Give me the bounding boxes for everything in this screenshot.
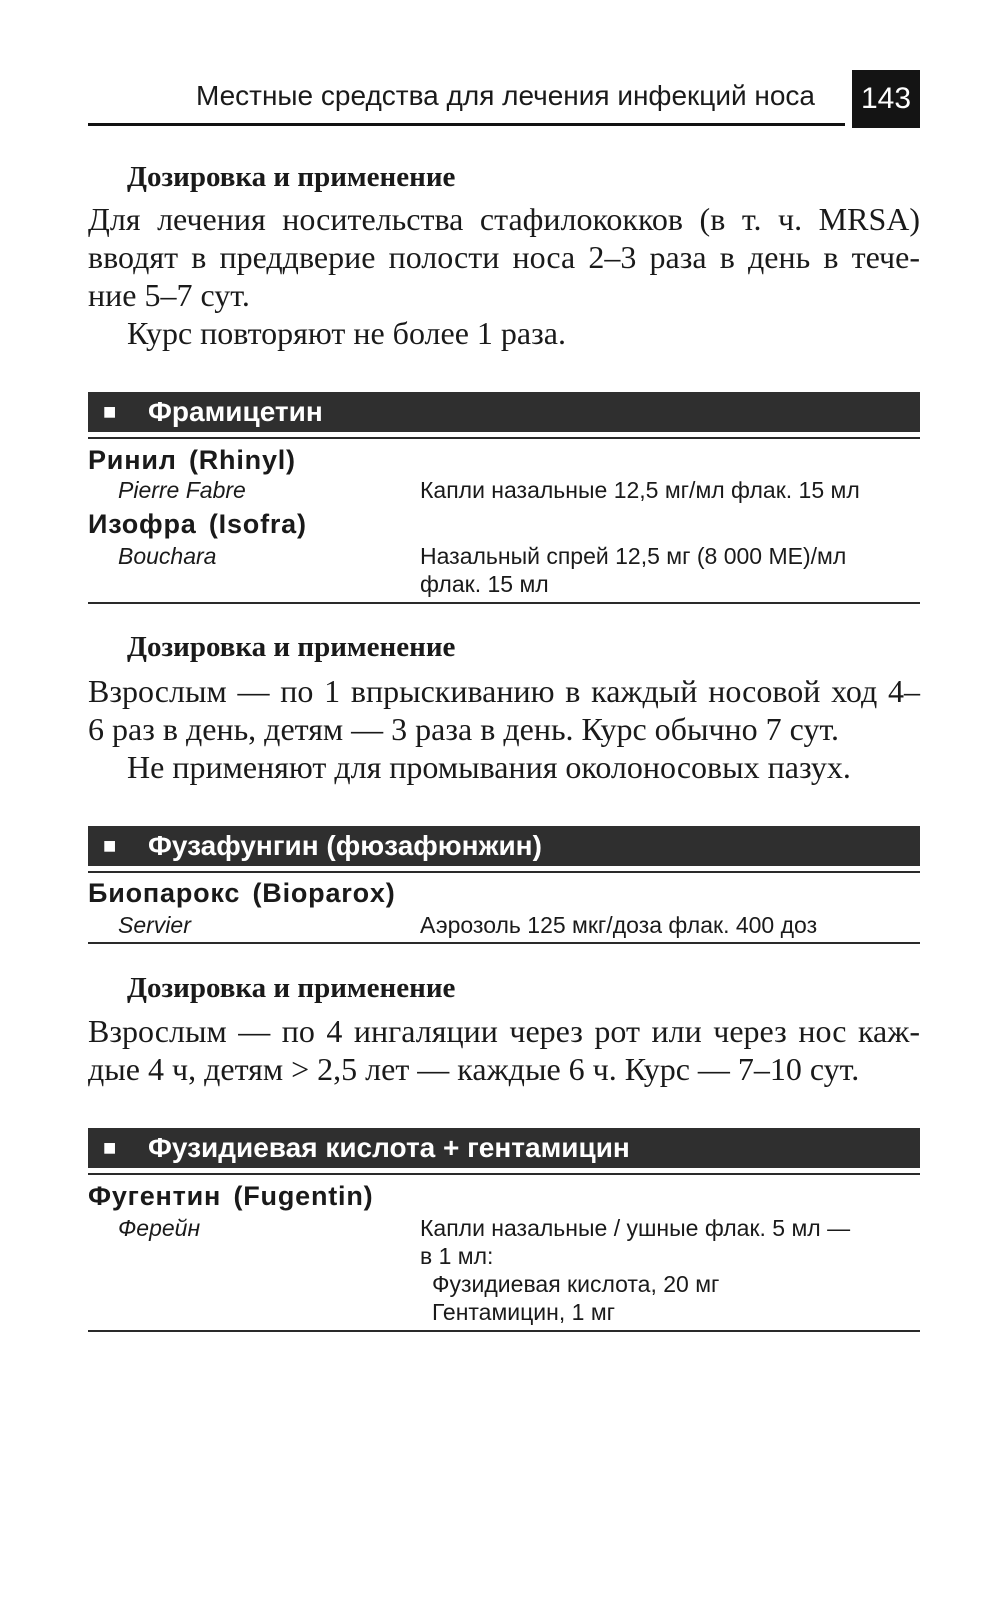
dosage-heading: Дозировка и применение — [127, 631, 456, 663]
table-end-rule — [88, 1330, 920, 1332]
product-name: Ринил (Rhinyl) — [88, 445, 296, 475]
composition-line: Гентамицин, 1 мг — [432, 1299, 616, 1325]
manufacturer: Ферейн — [118, 1215, 201, 1241]
text-note: Курс повторяют не более 1 раза. — [127, 315, 566, 351]
section-title: Фузидиевая кислота + гентамицин — [148, 1132, 630, 1163]
dosage-heading: Дозировка и применение — [127, 972, 456, 1004]
running-header-title: Местные средства для лечения инфекций носа — [195, 80, 815, 111]
dosage-heading: Дозировка и применение — [127, 161, 456, 193]
product-details — [420, 1214, 920, 1326]
dosage-paragraph — [88, 672, 920, 786]
table-end-rule — [88, 602, 920, 604]
section-bar — [88, 392, 920, 432]
square-bullet-icon: ■ — [103, 833, 117, 858]
text-line: 6 раз в день, детям — 3 раза в день. Курс обычно 7 сут. — [88, 711, 840, 747]
product-details — [420, 476, 920, 504]
text-line: Взрослым — по 1 впрыскиванию в каждый носовой ход 4– — [88, 673, 920, 709]
dosage-paragraph — [88, 1012, 920, 1088]
manufacturer: Pierre Fabre — [118, 477, 246, 503]
product-form-line: Капли назальные / ушные флак. 5 мл — — [420, 1215, 851, 1241]
section-bar-rule — [88, 437, 920, 439]
section-title: Фузафунгин (фюзафюнжин) — [148, 830, 542, 861]
product-form-line: флак. 15 мл — [420, 571, 549, 597]
text-line: ние 5–7 сут. — [88, 277, 250, 313]
section-bar — [88, 826, 920, 866]
text-line: вводят в преддверие полости носа 2–3 раза в день в тече- — [88, 239, 920, 275]
running-header-rule — [88, 123, 845, 126]
product-form-line: Аэрозоль 125 мкг/доза флак. 400 доз — [420, 912, 818, 938]
square-bullet-icon: ■ — [103, 399, 117, 424]
section-title: Фрамицетин — [148, 396, 323, 427]
product-details — [420, 542, 920, 598]
text-line: дые 4 ч, детям > 2,5 лет — каждые 6 ч. Курс — 7–10 сут. — [88, 1051, 860, 1087]
section-bar — [88, 1128, 920, 1168]
manufacturer: Servier — [118, 912, 191, 938]
product-form-line: Назальный спрей 12,5 мг (8 000 МЕ)/мл — [420, 543, 847, 569]
section-bar-rule — [88, 871, 920, 873]
section-bar-rule — [88, 1173, 920, 1175]
product-form-line: в 1 мл: — [420, 1243, 494, 1269]
square-bullet-icon: ■ — [103, 1135, 117, 1160]
manufacturer: Bouchara — [118, 543, 217, 569]
text-line: Для лечения носительства стафилококков (в т. ч. MRSA) — [88, 201, 920, 237]
page-number: 143 — [852, 70, 920, 128]
product-name: Изофра (Isofra) — [88, 509, 307, 539]
text-note: Не применяют для промывания околоносовых пазух. — [127, 749, 851, 785]
product-name: Биопарокс (Bioparox) — [88, 878, 396, 908]
table-end-rule — [88, 942, 920, 944]
product-name: Фугентин (Fugentin) — [88, 1181, 374, 1211]
product-details — [420, 911, 920, 939]
text-line: Взрослым — по 4 ингаляции через рот или через нос каж- — [88, 1013, 920, 1049]
dosage-paragraph — [88, 200, 920, 352]
product-form-line: Капли назальные 12,5 мг/мл флак. 15 мл — [420, 477, 860, 503]
composition-line: Фузидиевая кислота, 20 мг — [432, 1271, 720, 1297]
